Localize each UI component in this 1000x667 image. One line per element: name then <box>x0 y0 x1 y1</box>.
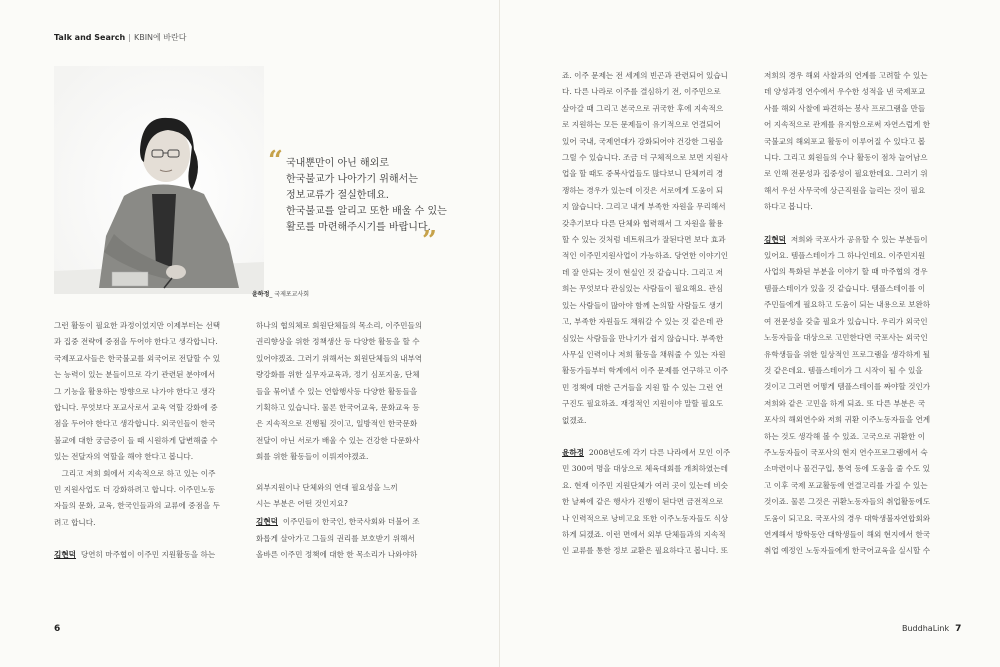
text-line: 그리고 저희 회에서 지속적으로 하고 있는 이주 <box>54 468 216 478</box>
text-line: 점을 두어야 한다고 생각합니다. 외국인들이 한국 <box>54 419 216 429</box>
paragraph <box>562 445 752 560</box>
text-line: 자들의 문화, 교육, 한국인들과의 교류에 중점을 두 <box>54 501 221 511</box>
text-line: 연계해서 방학동안 대학생들이 해외 현지에서 한국 <box>764 529 931 539</box>
text-line: 국제포교사들은 한국불교를 외국어로 전달할 수 있 <box>54 353 221 363</box>
close-quote-icon: ” <box>422 226 437 256</box>
text-line: 전달이 아닌 서로가 배울 수 있는 건강한 다문화사 <box>256 435 420 445</box>
text-line: 도움이 되고요. 국포사의 경우 대학생불자연합회와 <box>764 513 931 523</box>
text-line: 살아갈 때 그리고 본국으로 귀국한 후에 지속적으 <box>562 103 724 113</box>
text-line: 어 지속적으로 관계를 유지함으로써 자연스럽게 한 <box>764 120 931 130</box>
text-line: 죠. 이주 문제는 전 세계의 빈곤과 관련되어 있습니 <box>562 71 729 80</box>
page-number-right: 7 <box>955 624 962 634</box>
text-line: 있는 전달자의 역할을 해야 한다고 봅니다. <box>54 452 194 462</box>
pull-quote-line: 국내뿐만이 아닌 해외로 <box>286 158 389 169</box>
text-line: 것 같은데요. 템플스테이가 그 시작이 될 수 있을 <box>764 365 923 375</box>
text-line: 나 인력적으로 낭비고요 또한 이주노동자들도 식상 <box>562 513 729 523</box>
paragraph <box>764 232 954 560</box>
text-line: 하게 되겠죠. 이런 면에서 외부 단체들과의 지속적 <box>562 529 726 539</box>
text-line: 유학생들을 위한 일상적인 프로그램을 생각하게 될 <box>764 349 931 359</box>
speaker-name: 김현덕 <box>256 517 279 527</box>
text-line: 과 집중 전략에 중점을 두어야 한다고 생각합니다. <box>54 337 218 347</box>
text-line: 사를 해외 사찰에 파견하는 봉사 프로그램을 만들 <box>764 103 926 113</box>
speaker-text: 2008년도에 각기 다른 나라에서 모인 이주 <box>588 447 731 457</box>
text-line: 고, 부족한 자원들도 채워갈 수 있는 것 같은데 관 <box>562 317 724 327</box>
text-line: 민 정책에 대한 근거들을 지원 할 수 있는 그런 연 <box>562 382 724 392</box>
text-line: 은 지속적으로 진행될 것이고, 일방적인 한국문화 <box>256 419 418 429</box>
text-column-3 <box>562 68 752 560</box>
paragraph <box>256 318 446 466</box>
pull-quote-line: 정보교류가 절실한데요. <box>286 190 389 201</box>
text-line: 그런 활동이 필요한 과정이었지만 이제부터는 선택 <box>54 321 221 330</box>
text-line: 사무실 인력이나 저희 활동을 채워줄 수 있는 자원 <box>562 349 726 359</box>
text-line: 취업 예정인 노동자들에게 한국어교육을 실시할 수 <box>764 546 931 556</box>
text-column-4 <box>764 68 954 560</box>
text-line: 하는 것도 생각해 볼 수 있죠. 고국으로 귀환한 이 <box>764 431 926 441</box>
pull-quote-line: 한국불교를 알리고 또한 배울 수 있는 <box>286 206 447 217</box>
text-line: 템플스테이가 있을 것 같습니다. 템플스테이를 이 <box>764 283 926 293</box>
text-line: 화롭게 살아가고 그들의 권리를 보호받기 위해서 <box>256 533 415 543</box>
text-line: 없겠죠. <box>562 415 587 425</box>
text-line: 올바른 이주민 정책에 대한 한 목소리가 나와야하 <box>256 550 418 560</box>
text-line <box>54 547 244 563</box>
text-line: 포사의 해외연수와 저희 귀환 이주노동자들을 연계 <box>764 415 931 425</box>
text-line: 노동자들을 대상으로 고민한다면 국포사는 외국인 <box>764 333 928 343</box>
text-line: 지 않습니다. 그리고 내게 부족한 자원을 무리해서 <box>562 202 726 212</box>
text-line: 기획하고 있습니다. 물론 한국어교육, 문화교육 등 <box>256 403 420 413</box>
paragraph <box>764 68 954 216</box>
photo-caption <box>252 289 309 298</box>
speaker-text: 이주민들이 한국인, 한국사회와 더불어 조 <box>282 517 420 527</box>
text-line: 심있는 사람들을 만나기가 쉽지 않습니다. 부족한 <box>562 333 724 343</box>
text-line: 회를 위한 활동들이 이뤄져야겠죠. <box>256 452 369 462</box>
text-line: 있어야겠죠. 그러기 위해서는 회원단체들의 내부역 <box>256 353 423 363</box>
text-line: 저희의 경우 해외 사찰과의 연계를 고려할 수 있는 <box>764 71 928 80</box>
text-line: 있는 사람들이 많아야 함께 논의할 사람들도 생기 <box>562 300 724 310</box>
section-subtitle: KBIN에 바란다 <box>133 33 187 42</box>
text-line: 로 인해 전문성과 집중성이 필요한데요. 그러기 위 <box>764 169 928 179</box>
text-line: 희는 무엇보다 관심있는 사람들이 필요해요. 관심 <box>562 284 724 294</box>
header-separator: | <box>128 33 131 42</box>
paragraph <box>256 514 446 563</box>
text-column-2 <box>256 318 446 564</box>
text-line: 주민들에게 필요하고 도움이 되는 내용으로 보완하 <box>764 300 931 310</box>
text-line: 량강화를 위한 실무자교육과, 정기 심포지움, 단체 <box>256 370 420 380</box>
text-line: 주노동자들이 국포사의 현지 연수프로그램에서 숙 <box>764 447 928 457</box>
text-line: 합니다. 무엇보다 포교사로서 교육 역할 강화에 중 <box>54 403 218 413</box>
text-line: 활동가들부터 학계에서 이주 문제를 연구하고 이주 <box>562 366 729 376</box>
text-line <box>256 514 446 530</box>
text-line: 업을 할 때도 중복사업들도 많다보니 단체끼리 경 <box>562 169 724 179</box>
text-line: 려고 합니다. <box>54 517 96 527</box>
text-line: 민 지원사업도 더 강화하려고 합니다. 이주민노동 <box>54 485 216 495</box>
speaker-text: 당연히 마주협이 이주민 지원활동을 하는 <box>80 550 216 560</box>
section-title: Talk and Search <box>54 33 126 42</box>
text-line: 것이고 그러면 어떻게 템플스테이를 짜야할 것인가 <box>764 382 931 392</box>
text-line: 로 지원하는 모든 문제들이 유기적으로 연결되어 <box>562 120 721 130</box>
text-line: 요. 현재 이주민 지원단체가 여러 곳이 있는데 비슷 <box>562 480 729 490</box>
text-line: 권리향상을 위한 정책생산 등 다양한 활동을 할 수 <box>256 337 420 347</box>
page-number-left: 6 <box>54 624 61 634</box>
text-line: 고 이후 국제 포교활동에 연결고리를 가질 수 있는 <box>764 480 928 490</box>
text-line: 는 능력이 있는 분들이므로 각기 관련된 분야에서 <box>54 370 216 380</box>
text-line: 니다. 그리고 회원들의 수나 활동이 점차 늘어남으 <box>764 153 928 163</box>
text-line: 하나의 협의체로 회원단체들의 목소리, 이주민들의 <box>256 321 423 330</box>
speaker-name: 윤하정 <box>562 447 585 457</box>
speaker-name: 김현덕 <box>54 550 77 560</box>
text-line: 불교에 대한 궁금증이 들 때 시원하게 답변해줄 수 <box>54 435 218 445</box>
text-line: 저희와 같은 고민을 하게 되죠. 또 다른 부분은 국 <box>764 398 926 408</box>
page-footer-right <box>902 624 961 634</box>
text-line: 하다고 봅니다. <box>764 202 813 212</box>
text-line: 사업의 특화된 부분을 이야기 할 때 마주협의 경우 <box>764 267 928 277</box>
text-column-1 <box>54 318 244 564</box>
photo-illustration <box>54 66 264 294</box>
text-line: 해서 우선 사무국에 상근직원을 늘리는 것이 필요 <box>764 185 926 195</box>
text-line <box>562 445 752 461</box>
text-line: 다. 다른 나라로 이주를 결심하기 전, 이주민으로 <box>562 87 721 97</box>
text-line: 인 교류를 통한 정보 교환은 필요하다고 봅니다. 또 <box>562 546 729 556</box>
text-line: 쟁하는 경우가 있는데 이것은 서로에게 도움이 되 <box>562 185 724 195</box>
text-line: 데 양성과정 연수에서 우수한 성적을 낸 국제포교 <box>764 87 926 97</box>
text-line: 할 수 있는 것처럼 네트워크가 잘된다면 보다 효과 <box>562 235 726 245</box>
caption-name: 윤하정 <box>252 291 270 298</box>
text-line: 민 300여 명을 대상으로 체육대회를 개최하였는데 <box>562 464 728 474</box>
question-line: 시는 부분은 어떤 것인지요? <box>256 499 348 509</box>
magazine-name: BuddhaLink <box>902 624 950 633</box>
caption-role: _ 국제포교사회 <box>269 291 310 298</box>
text-line: 있어 국내, 국제연대가 강화되어야 건강한 그림을 <box>562 136 724 146</box>
question-line: 외부지원이나 단체와의 연대 필요성을 느끼 <box>256 482 398 492</box>
text-line: 있어요. 템플스테이가 그 하나인데요. 이주민지원 <box>764 251 926 261</box>
text-line <box>764 232 954 248</box>
open-quote-icon: “ <box>268 146 283 176</box>
text-line: 여 전문성을 갖출 필요가 있습니다. 우리가 외국인 <box>764 316 928 326</box>
interviewee-photo <box>54 66 264 294</box>
pull-quote-line: 활로를 마련해주시기를 바랍니다. <box>286 222 431 233</box>
text-line: 국불교의 해외포교 활동이 이루어질 수 있다고 봅 <box>764 136 926 146</box>
text-line: 구진도 필요하죠. 재정적인 지원이야 말할 필요도 <box>562 399 724 409</box>
text-line: 적인 이주민지원사업이 가능하죠. 당연한 이야기인 <box>562 251 729 261</box>
text-line: 들을 묶어낼 수 있는 연합행사등 다양한 활동들을 <box>256 386 418 396</box>
speaker-text: 저희와 국포사가 공유할 수 있는 부분들이 <box>790 234 928 244</box>
right-page <box>500 0 1000 667</box>
interview-question <box>256 480 446 513</box>
pull-quote-text <box>286 156 466 236</box>
text-line: 그 기능을 활용하는 방향으로 나가야 한다고 생각 <box>54 386 216 396</box>
section-header <box>54 32 187 43</box>
text-line: 것이죠. 물론 그것은 귀환노동자들의 취업활동에도 <box>764 497 931 507</box>
text-line: 소마련이나 물건구입, 통역 등에 도움을 줄 수도 있 <box>764 464 931 474</box>
text-line: 그릴 수 있습니다. 조금 더 구체적으로 보면 지원사 <box>562 153 729 163</box>
text-line: 한 날짜에 같은 행사가 진행이 된다면 금전적으로 <box>562 497 724 507</box>
paragraph <box>54 547 244 563</box>
text-line: 데 잘 안되는 것이 현실인 것 같습니다. 그리고 저 <box>562 267 724 277</box>
text-line: 갖추기보다 다른 단체와 협력해서 그 자원을 활용 <box>562 218 724 228</box>
paragraph <box>562 68 752 429</box>
paragraph <box>54 318 244 531</box>
pull-quote-line: 한국불교가 나아가기 위해서는 <box>286 174 418 185</box>
speaker-name: 김현덕 <box>764 234 787 244</box>
